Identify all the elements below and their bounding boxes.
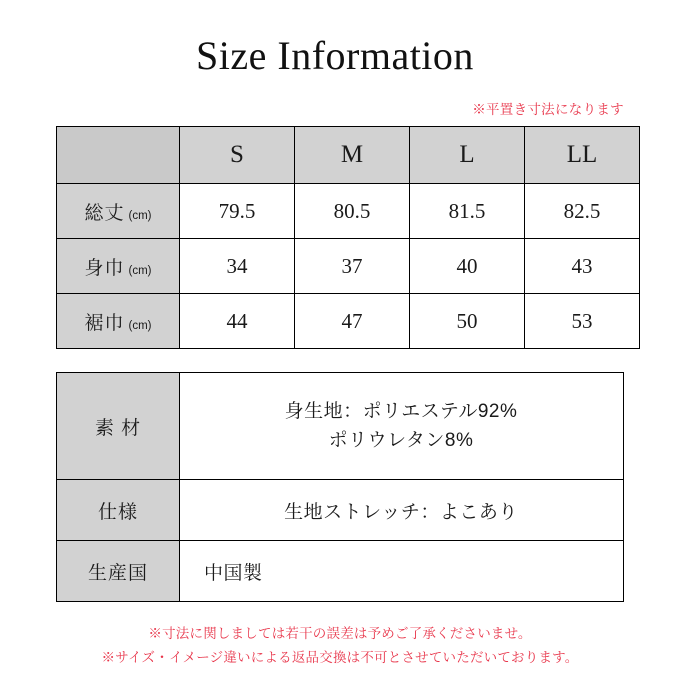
row-label-unit: (cm) xyxy=(128,319,152,332)
footer-notes xyxy=(0,622,680,669)
cell-hem-width-l: 50 xyxy=(410,294,525,349)
size-table-header xyxy=(57,127,640,184)
cell-body-width-l: 40 xyxy=(410,239,525,294)
detail-value-material xyxy=(180,373,624,480)
cell-total-length-s: 79.5 xyxy=(180,184,295,239)
footer-note-2: ※サイズ・イメージ違いによる返品交換は不可とさせていただいております。 xyxy=(101,649,579,665)
size-header-l: L xyxy=(410,127,525,184)
table-row xyxy=(57,541,624,602)
detail-label-spec: 仕様 xyxy=(57,480,180,541)
table-row xyxy=(57,239,640,294)
table-row xyxy=(57,127,640,184)
row-label-total-length xyxy=(57,184,180,239)
row-label-unit: (cm) xyxy=(128,209,152,222)
detail-value-spec: 生地ストレッチ：よこあり xyxy=(180,480,624,541)
cell-hem-width-ll: 53 xyxy=(525,294,640,349)
size-table-body xyxy=(57,184,640,349)
flat-measurement-note: ※平置き寸法になります xyxy=(472,102,624,117)
cell-total-length-ll: 82.5 xyxy=(525,184,640,239)
row-label-text: 総丈 xyxy=(84,202,125,224)
cell-total-length-l: 81.5 xyxy=(410,184,525,239)
size-header-s: S xyxy=(180,127,295,184)
cell-total-length-m: 80.5 xyxy=(295,184,410,239)
product-details-table xyxy=(56,372,624,602)
cell-hem-width-m: 47 xyxy=(295,294,410,349)
table-row xyxy=(57,373,624,480)
detail-label-origin: 生産国 xyxy=(57,541,180,602)
table-row xyxy=(57,480,624,541)
page-title: Size Information xyxy=(196,33,474,78)
row-label-hem-width xyxy=(57,294,180,349)
table-row xyxy=(57,294,640,349)
row-label-text: 身巾 xyxy=(84,257,125,279)
material-line-1: 身生地：ポリエステル92% xyxy=(284,400,518,422)
row-label-unit: (cm) xyxy=(128,264,152,277)
size-measurements-table xyxy=(56,126,640,349)
material-line-2: ポリウレタン8% xyxy=(328,430,474,451)
row-label-body-width xyxy=(57,239,180,294)
detail-table-body xyxy=(57,373,624,602)
detail-label-material: 素 材 xyxy=(57,373,180,480)
cell-body-width-ll: 43 xyxy=(525,239,640,294)
detail-value-origin: 中国製 xyxy=(180,541,624,602)
size-header-m: M xyxy=(295,127,410,184)
cell-hem-width-s: 44 xyxy=(180,294,295,349)
size-table-corner-cell xyxy=(57,127,180,184)
cell-body-width-m: 37 xyxy=(295,239,410,294)
size-header-ll: LL xyxy=(525,127,640,184)
row-label-text: 裾巾 xyxy=(84,312,125,334)
cell-body-width-s: 34 xyxy=(180,239,295,294)
table-row xyxy=(57,184,640,239)
footer-note-1: ※寸法に関しましては若干の誤差は予めご了承くださいませ。 xyxy=(148,626,532,641)
